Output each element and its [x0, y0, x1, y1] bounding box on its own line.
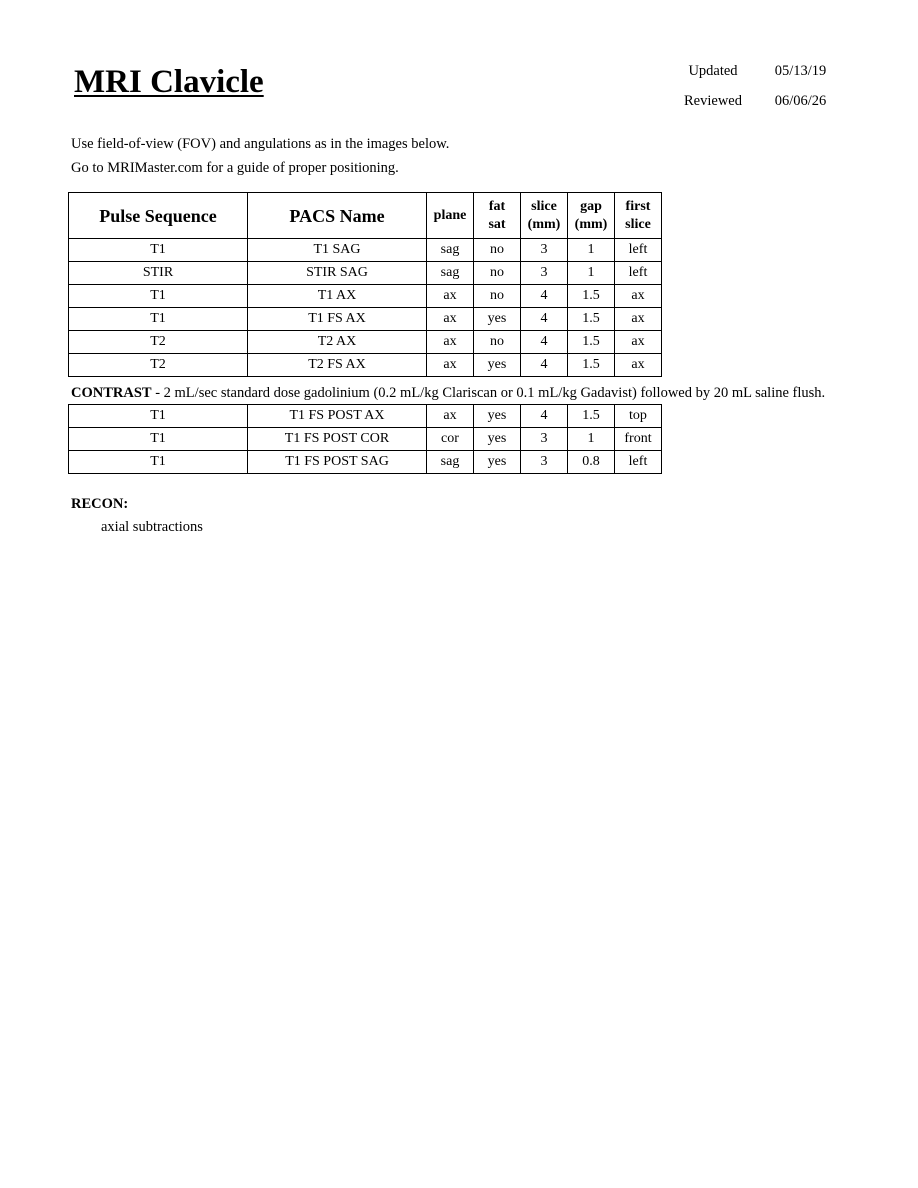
updated-label: Updated — [688, 62, 738, 79]
header-first-slice-label: first slice — [625, 198, 651, 232]
cell-plane: ax — [427, 354, 474, 377]
cell-first-slice: left — [615, 239, 662, 262]
cell-gap: 1.5 — [568, 285, 615, 308]
cell-pulse-sequence: T1 — [69, 239, 248, 262]
cell-pulse-sequence: T1 — [69, 405, 248, 428]
sequence-table-body — [69, 239, 662, 377]
header-slice-label: slice (mm) — [527, 198, 561, 232]
cell-first-slice: ax — [615, 354, 662, 377]
reviewed-date: 06/06/26 — [774, 92, 827, 109]
recon-item: axial subtractions — [101, 519, 203, 535]
cell-plane: sag — [427, 262, 474, 285]
cell-slice: 3 — [521, 451, 568, 474]
cell-slice: 4 — [521, 354, 568, 377]
cell-pulse-sequence: T2 — [69, 331, 248, 354]
header-first-slice — [615, 193, 662, 239]
header-gap — [568, 193, 615, 239]
cell-fat-sat: no — [474, 262, 521, 285]
table-row — [69, 262, 662, 285]
reviewed-label: Reviewed — [684, 92, 742, 109]
table-row — [69, 354, 662, 377]
sequence-table — [68, 192, 662, 377]
cell-plane: ax — [427, 331, 474, 354]
cell-fat-sat: no — [474, 285, 521, 308]
header-fat-sat — [474, 193, 521, 239]
updated-date: 05/13/19 — [774, 62, 827, 79]
cell-slice: 4 — [521, 405, 568, 428]
cell-pacs-name: T1 FS POST AX — [248, 405, 427, 428]
cell-gap: 0.8 — [568, 451, 615, 474]
header-pacs-name: PACS Name — [248, 193, 427, 239]
cell-plane: ax — [427, 405, 474, 428]
cell-pulse-sequence: T2 — [69, 354, 248, 377]
updated-row — [668, 56, 843, 86]
cell-fat-sat: yes — [474, 405, 521, 428]
table-row — [69, 428, 662, 451]
cell-pacs-name: T1 FS POST COR — [248, 428, 427, 451]
cell-plane: sag — [427, 239, 474, 262]
cell-pacs-name: T1 AX — [248, 285, 427, 308]
cell-plane: cor — [427, 428, 474, 451]
header-plane: plane — [427, 193, 474, 239]
table-row — [69, 285, 662, 308]
cell-fat-sat: yes — [474, 451, 521, 474]
header-slice — [521, 193, 568, 239]
intro-text — [71, 132, 449, 180]
post-contrast-table-body — [69, 405, 662, 474]
cell-fat-sat: no — [474, 239, 521, 262]
table-row — [69, 405, 662, 428]
cell-slice: 4 — [521, 331, 568, 354]
table-row — [69, 239, 662, 262]
reviewed-row — [668, 86, 843, 116]
cell-plane: ax — [427, 308, 474, 331]
cell-gap: 1.5 — [568, 308, 615, 331]
cell-first-slice: left — [615, 262, 662, 285]
cell-pacs-name: T2 FS AX — [248, 354, 427, 377]
intro-line-positioning: Go to MRIMaster.com for a guide of proper positioning. — [71, 160, 399, 176]
header-gap-label: gap (mm) — [574, 198, 608, 232]
header-pulse-sequence: Pulse Sequence — [69, 193, 248, 239]
cell-fat-sat: yes — [474, 308, 521, 331]
cell-gap: 1 — [568, 262, 615, 285]
cell-pacs-name: T2 AX — [248, 331, 427, 354]
date-info — [668, 56, 843, 116]
page-title: MRI Clavicle — [74, 64, 264, 100]
cell-plane: sag — [427, 451, 474, 474]
cell-first-slice: ax — [615, 331, 662, 354]
cell-pacs-name: STIR SAG — [248, 262, 427, 285]
cell-slice: 3 — [521, 262, 568, 285]
cell-gap: 1.5 — [568, 331, 615, 354]
cell-slice: 4 — [521, 285, 568, 308]
cell-slice: 3 — [521, 428, 568, 451]
cell-pacs-name: T1 FS AX — [248, 308, 427, 331]
cell-first-slice: left — [615, 451, 662, 474]
cell-pulse-sequence: T1 — [69, 451, 248, 474]
cell-pacs-name: T1 FS POST SAG — [248, 451, 427, 474]
cell-pulse-sequence: T1 — [69, 285, 248, 308]
cell-plane: ax — [427, 285, 474, 308]
cell-pulse-sequence: T1 — [69, 428, 248, 451]
cell-gap: 1 — [568, 428, 615, 451]
table-header-row — [69, 193, 662, 239]
header-fat-sat-label: fat sat — [488, 198, 506, 232]
cell-pulse-sequence: T1 — [69, 308, 248, 331]
table-row — [69, 451, 662, 474]
cell-fat-sat: yes — [474, 354, 521, 377]
recon-title: RECON: — [71, 496, 129, 512]
contrast-note — [71, 385, 825, 402]
cell-gap: 1.5 — [568, 405, 615, 428]
cell-slice: 4 — [521, 308, 568, 331]
cell-slice: 3 — [521, 239, 568, 262]
cell-fat-sat: yes — [474, 428, 521, 451]
contrast-text: - 2 mL/sec standard dose gadolinium (0.2 mL/kg Clariscan or 0.1 mL/kg Gadavist) followed by 20 mL saline flush. — [151, 385, 826, 401]
contrast-label: CONTRAST — [71, 385, 152, 401]
cell-pulse-sequence: STIR — [69, 262, 248, 285]
cell-fat-sat: no — [474, 331, 521, 354]
post-contrast-table — [68, 404, 662, 474]
table-row — [69, 308, 662, 331]
cell-first-slice: ax — [615, 308, 662, 331]
cell-gap: 1.5 — [568, 354, 615, 377]
cell-pacs-name: T1 SAG — [248, 239, 427, 262]
table-row — [69, 331, 662, 354]
intro-line-fov: Use field-of-view (FOV) and angulations as in the images below. — [71, 136, 450, 152]
cell-first-slice: top — [615, 405, 662, 428]
cell-gap: 1 — [568, 239, 615, 262]
cell-first-slice: front — [615, 428, 662, 451]
cell-first-slice: ax — [615, 285, 662, 308]
